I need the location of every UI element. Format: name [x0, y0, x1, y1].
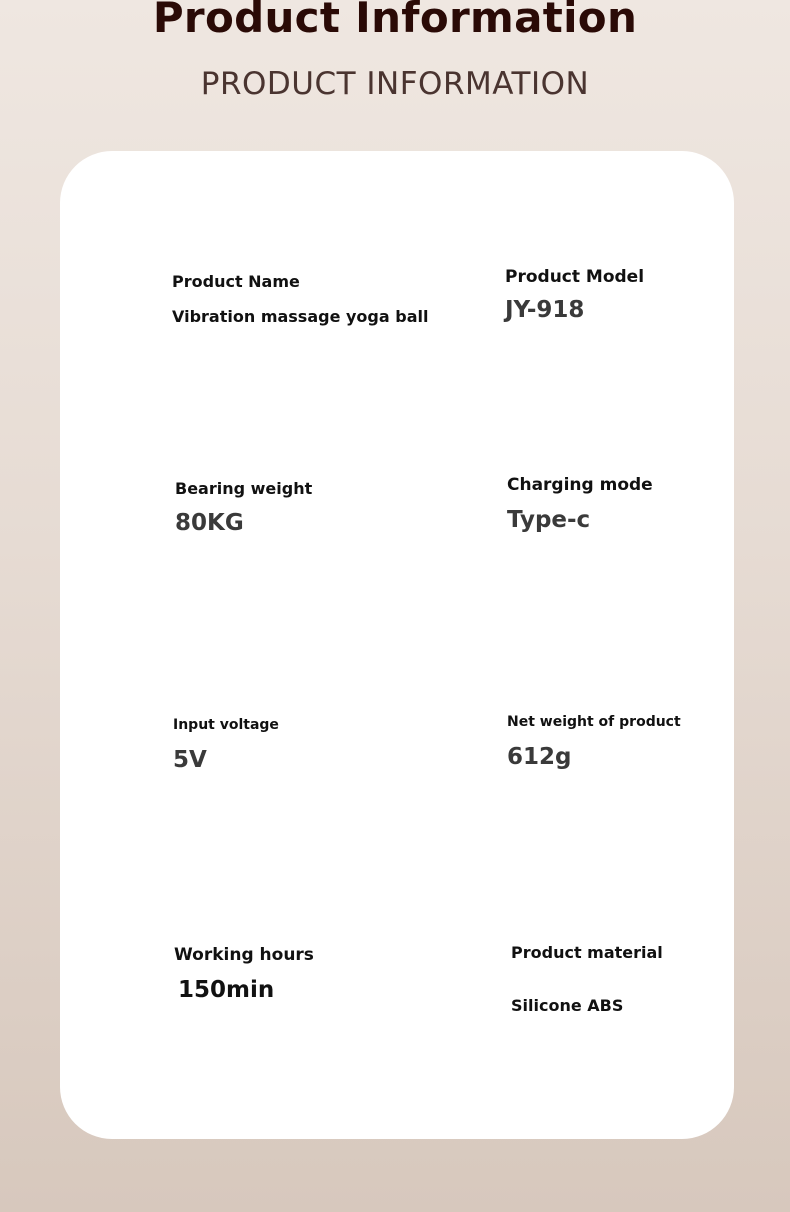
- spec-value: Type-c: [507, 507, 591, 533]
- spec-input-voltage: [173, 717, 279, 773]
- spec-value: JY-918: [505, 297, 585, 323]
- spec-value: 5V: [173, 747, 207, 773]
- spec-value: 150min: [178, 977, 275, 1003]
- spec-value: 80KG: [175, 510, 244, 536]
- spec-value: 612g: [507, 744, 572, 770]
- spec-charging-mode: [507, 475, 653, 533]
- spec-bearing-weight: [175, 479, 312, 536]
- spec-product-name: [172, 272, 428, 326]
- spec-label: Working hours: [174, 945, 314, 965]
- spec-product-material: [511, 943, 663, 1015]
- spec-label: Product Model: [505, 267, 645, 287]
- spec-product-model: [505, 267, 644, 323]
- spec-label: Product Name: [172, 272, 300, 291]
- page-subtitle: PRODUCT INFORMATION: [200, 66, 590, 102]
- spec-value: Vibration massage yoga ball: [172, 307, 429, 326]
- spec-label: Charging mode: [507, 475, 653, 495]
- spec-label: Net weight of product: [507, 714, 681, 730]
- spec-label: Input voltage: [173, 717, 279, 733]
- spec-label: Product material: [511, 943, 663, 962]
- page-title: Product Information: [152, 0, 638, 42]
- spec-net-weight: [507, 714, 681, 770]
- spec-card: [60, 151, 734, 1139]
- spec-label: Bearing weight: [175, 479, 313, 498]
- spec-working-hours: [174, 945, 314, 1003]
- spec-value: Silicone ABS: [511, 996, 624, 1015]
